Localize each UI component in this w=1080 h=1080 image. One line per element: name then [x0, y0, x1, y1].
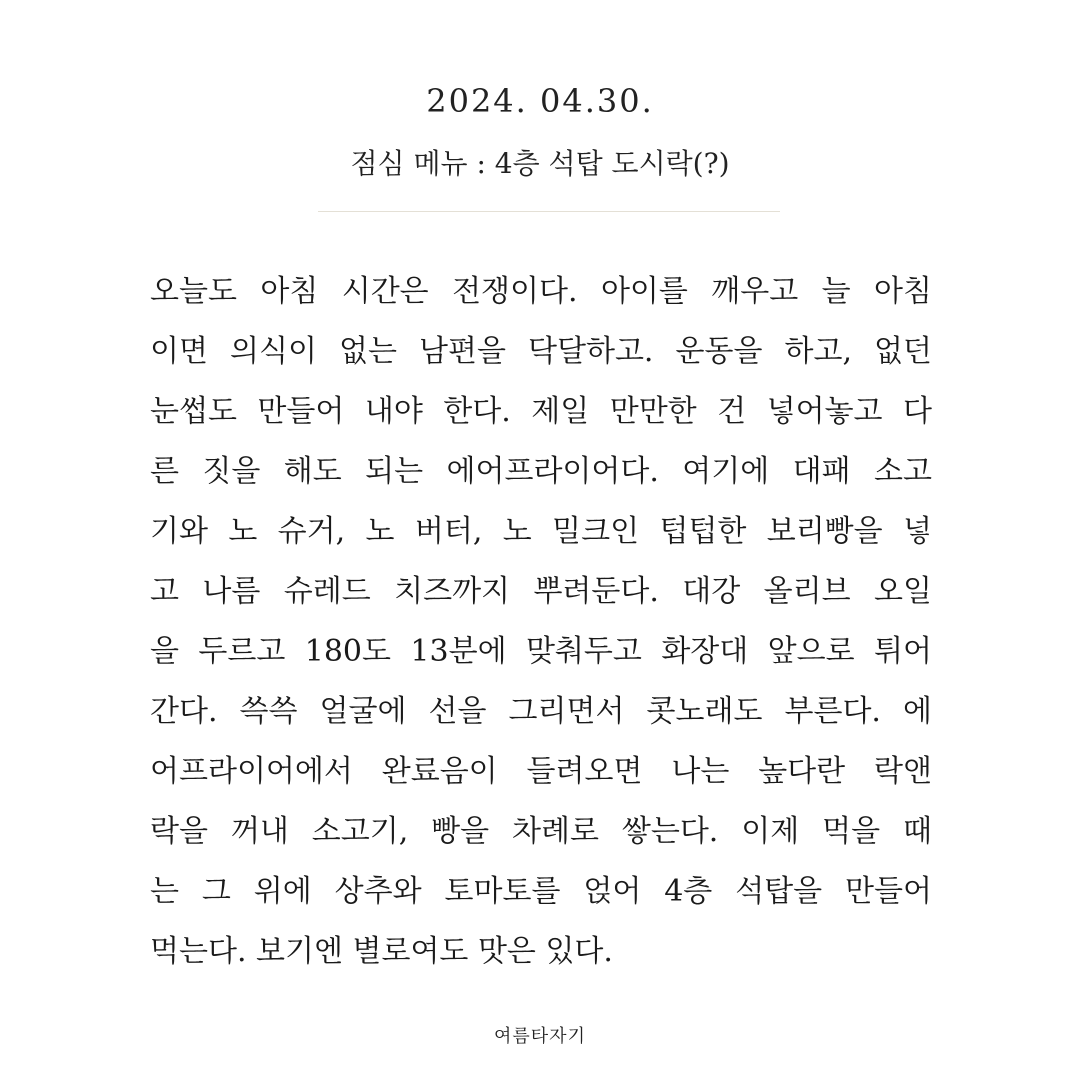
body-line: 먹는다. 보기엔 별로여도 맛은 있다. — [150, 934, 613, 969]
body-line: 오늘도 아침 시간은 전쟁이다. 아이를 깨우고 늘 아침 — [150, 274, 932, 309]
body-line: 어프라이어에서 완료음이 들려오면 나는 높다란 락앤 — [150, 754, 932, 789]
author-signature: 여름타자기 — [494, 1026, 586, 1047]
body-line: 간다. 쓱쓱 얼굴에 선을 그리면서 콧노래도 부른다. 에 — [150, 694, 932, 729]
post-subtitle: 점심 메뉴 : 4층 석탑 도시락(?) — [350, 147, 730, 180]
body-line: 기와 노 슈거, 노 버터, 노 밀크인 텁텁한 보리빵을 넣 — [150, 514, 932, 549]
body-line: 눈썹도 만들어 내야 한다. 제일 만만한 건 넣어놓고 다 — [150, 394, 932, 429]
body-line: 을 두르고 180도 13분에 맞춰두고 화장대 앞으로 튀어 — [150, 634, 932, 669]
body-line: 이면 의식이 없는 남편을 닥달하고. 운동을 하고, 없던 — [150, 334, 932, 369]
body-line: 는 그 위에 상추와 토마토를 얹어 4층 석탑을 만들어 — [150, 874, 932, 909]
post-date: 2024. 04.30. — [426, 82, 654, 120]
body-line: 고 나름 슈레드 치즈까지 뿌려둔다. 대강 올리브 오일 — [150, 574, 932, 609]
body-line: 른 짓을 해도 되는 에어프라이어다. 여기에 대패 소고 — [150, 454, 932, 489]
body-line: 락을 꺼내 소고기, 빵을 차례로 쌓는다. 이제 먹을 때 — [150, 814, 932, 849]
title-divider — [318, 211, 780, 212]
post-body — [150, 262, 932, 982]
